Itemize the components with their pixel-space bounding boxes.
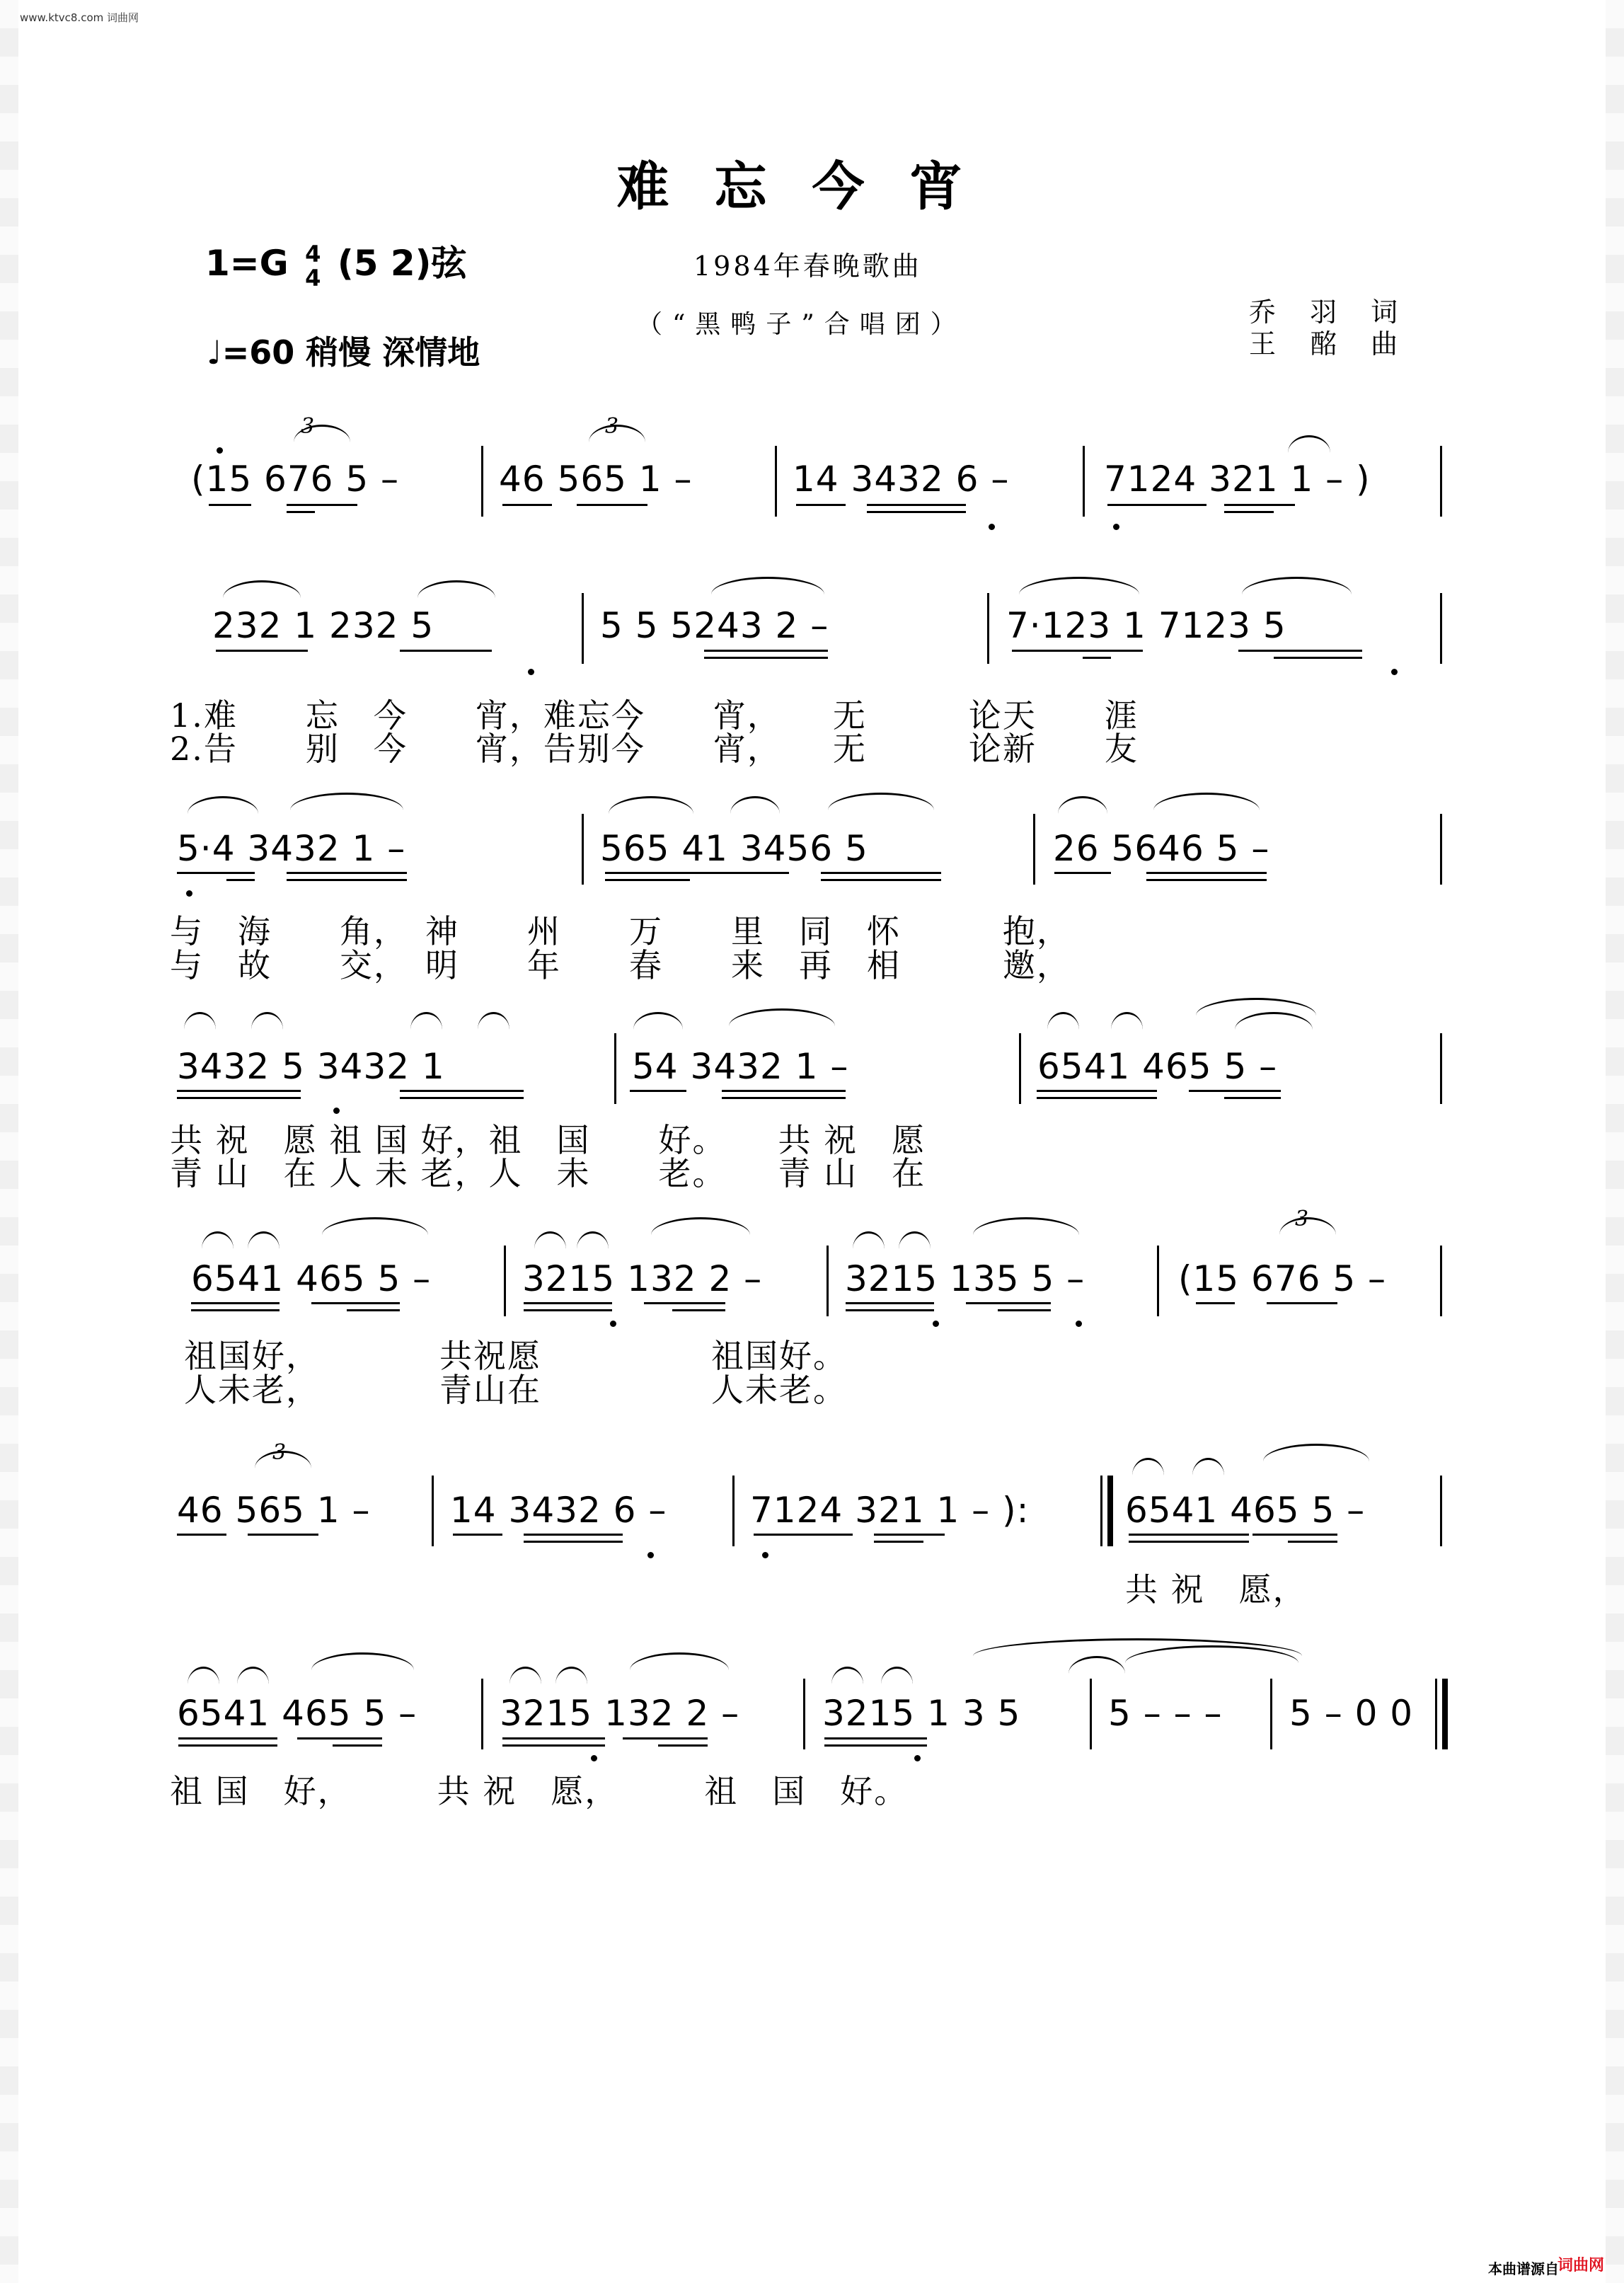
measure: 14 3432 6 –	[450, 1490, 667, 1531]
underline-beam	[297, 1737, 382, 1739]
triplet-bracket	[1279, 1217, 1336, 1235]
underline-beam	[874, 1541, 923, 1543]
bar-line	[432, 1476, 434, 1546]
bar-line	[987, 593, 989, 664]
underline-beam	[672, 1309, 725, 1311]
measure: 46 565 1 –	[177, 1490, 371, 1531]
underline-beam	[1238, 650, 1362, 652]
bar-line	[803, 1679, 805, 1749]
underline-beam	[998, 1309, 1051, 1311]
song-title: 难忘今宵	[616, 156, 1008, 217]
bar-line	[481, 1679, 483, 1749]
bar-line	[1033, 814, 1035, 885]
underline-beam	[1196, 1302, 1235, 1304]
tie-slur	[322, 1217, 428, 1235]
slur	[509, 1667, 541, 1684]
underline-beam	[1146, 879, 1267, 881]
underline-beam	[1189, 1090, 1281, 1092]
slur	[1192, 1458, 1224, 1476]
underline-beam	[177, 1534, 226, 1536]
underline-beam	[502, 504, 552, 506]
bar-line	[732, 1476, 735, 1546]
measure: 5 5 5243 2 –	[600, 605, 829, 646]
bar-line	[614, 1033, 616, 1104]
underline-beam	[524, 1302, 612, 1304]
slur	[534, 1231, 566, 1249]
underline-beam	[400, 1090, 524, 1092]
lyric-verse-1: 与 海 角， 神 州 万 里 同 怀 抱，	[170, 912, 1071, 950]
underline-beam	[1224, 1097, 1281, 1099]
intro-note: (5 2)弦	[337, 243, 467, 284]
underline-beam	[524, 1541, 623, 1543]
underline-beam	[1054, 872, 1111, 874]
slur	[633, 1012, 683, 1030]
underline-beam	[623, 1737, 708, 1739]
measure: 3215 132 2 –	[500, 1693, 740, 1734]
bar-line	[1083, 446, 1085, 517]
underline-beam	[796, 504, 846, 506]
measure: 7124 321 1 – )	[1104, 459, 1371, 500]
slur	[1047, 1012, 1079, 1030]
measure: 26 5646 5 –	[1053, 828, 1270, 869]
lyric-verse-2: 2.告 别 今 宵，告别今 宵， 无 论新 友	[170, 730, 1139, 768]
bar-line	[504, 1246, 506, 1316]
underline-beam	[722, 1090, 846, 1092]
octave-dot	[217, 447, 223, 454]
triplet-mark: 3	[1295, 1207, 1309, 1231]
footer-brand-logo: 词曲网	[1557, 2257, 1604, 2275]
lyric-verse-1: 祖 国 好， 共 祝 愿， 祖 国 好。	[170, 1772, 909, 1810]
bar-line	[1157, 1246, 1159, 1316]
underline-beam	[524, 1309, 612, 1311]
slur	[1153, 793, 1260, 810]
tie-slur	[973, 1217, 1079, 1235]
measure: 5 – – –	[1108, 1693, 1223, 1734]
lyric-verse-1: 共 祝 愿 祖 国 好，祖 国 好。 共 祝 愿	[170, 1121, 926, 1159]
bar-line	[582, 593, 584, 664]
underline-beam	[1012, 650, 1143, 652]
underline-beam	[287, 872, 407, 874]
underline-beam	[177, 1097, 301, 1099]
underline-beam	[630, 1090, 686, 1092]
slur	[251, 1012, 283, 1030]
bar-line	[1270, 1679, 1272, 1749]
tie-slur	[1263, 1444, 1369, 1461]
underline-beam	[209, 504, 251, 506]
octave-dot	[591, 1755, 597, 1761]
lyric-verse-2: 人未老， 青山在 人未老。	[184, 1371, 847, 1409]
tie-slur	[630, 1652, 729, 1670]
measure: 6541 465 5 –	[1125, 1490, 1366, 1531]
octave-dot	[1076, 1321, 1082, 1327]
underline-beam	[824, 1744, 927, 1747]
underline-beam	[216, 650, 308, 652]
site-watermark: www.ktvc8.com 词曲网	[20, 11, 139, 24]
underline-beam	[867, 511, 966, 513]
octave-dot	[1391, 669, 1398, 675]
octave-dot	[933, 1321, 939, 1327]
tie-slur	[651, 1217, 750, 1235]
bar-line	[1440, 593, 1442, 664]
slur	[730, 796, 780, 814]
underline-beam	[1129, 1534, 1249, 1536]
bar-line	[827, 1246, 829, 1316]
underline-beam	[311, 1302, 400, 1304]
underline-beam	[1107, 504, 1207, 506]
underline-beam	[704, 650, 828, 652]
measure: 46 565 1 –	[499, 459, 693, 500]
underline-beam	[1288, 1541, 1337, 1543]
tie-slur	[1069, 1656, 1125, 1674]
slur	[831, 1667, 863, 1684]
underline-beam	[605, 872, 789, 874]
slur	[555, 1667, 587, 1684]
slur	[478, 1012, 509, 1030]
underline-beam	[1274, 657, 1362, 659]
underline-beam	[287, 879, 407, 881]
tie-slur	[1196, 998, 1316, 1016]
composer-credit: 王 酩 曲	[1249, 328, 1411, 360]
underline-beam	[704, 657, 828, 659]
bar-line	[1440, 1476, 1442, 1546]
time-signature: 4 4	[305, 240, 321, 292]
underline-beam	[658, 1744, 708, 1747]
performer: （“黑鸭子”合唱团）	[637, 310, 966, 339]
underline-beam	[1224, 511, 1274, 513]
underline-beam	[248, 1534, 318, 1536]
underline-beam	[226, 879, 255, 881]
underline-beam	[287, 504, 357, 506]
slur	[188, 1667, 219, 1684]
slur	[417, 580, 495, 598]
measure: 7124 321 1 – ):	[750, 1490, 1030, 1531]
measure: 3215 1 3 5	[822, 1693, 1021, 1734]
underline-beam	[821, 879, 941, 881]
measure: 54 3432 1 –	[632, 1046, 849, 1087]
octave-dot	[1113, 524, 1119, 530]
bar-line	[1440, 1033, 1442, 1104]
measure: 6541 465 5 –	[1037, 1046, 1278, 1087]
lyric-verse-2: 与 故 交， 明 年 春 来 再 相 邀，	[170, 946, 1071, 984]
final-bar-line	[1435, 1679, 1437, 1749]
underline-beam	[577, 504, 647, 506]
measure: 7·123 1 7123 5	[1006, 605, 1286, 646]
slur	[881, 1667, 913, 1684]
bar-line	[1090, 1679, 1092, 1749]
underline-beam	[502, 1744, 605, 1747]
underline-beam	[605, 879, 690, 881]
underline-beam	[1037, 1097, 1157, 1099]
octave-dot	[186, 890, 192, 897]
slur	[1058, 796, 1107, 814]
underline-beam	[347, 1309, 400, 1311]
octave-dot	[914, 1755, 921, 1761]
lyricist-credit: 乔 羽 词	[1249, 297, 1411, 328]
underline-beam	[333, 1744, 382, 1747]
bar-line	[1440, 446, 1442, 517]
bar-line	[582, 814, 584, 885]
slur	[237, 1667, 269, 1684]
underline-beam	[1224, 504, 1295, 506]
repeat-bar-line	[1107, 1476, 1113, 1546]
measure: 6541 465 5 –	[177, 1693, 417, 1734]
bar-line	[1440, 1246, 1442, 1316]
measure: 14 3432 6 –	[793, 459, 1010, 500]
slur	[1132, 1458, 1164, 1476]
measure: (15 676 5 –	[191, 459, 400, 500]
slur	[853, 1231, 885, 1249]
underline-beam	[821, 872, 941, 874]
measure: 5 – 0 0	[1289, 1693, 1414, 1734]
lyric-verse-1: 1.难 忘 今 宵，难忘今 宵， 无 论天 涯	[170, 696, 1139, 735]
slur	[577, 1231, 609, 1249]
underline-beam	[178, 1737, 277, 1739]
octave-dot	[333, 1108, 340, 1114]
tempo-marking: ♩=60 稍慢 深情地	[207, 333, 480, 372]
underline-beam	[1267, 1302, 1337, 1304]
underline-beam	[177, 1090, 301, 1092]
underline-beam	[722, 1097, 846, 1099]
underline-beam	[287, 511, 315, 513]
tie-slur	[1288, 435, 1330, 453]
octave-dot	[610, 1321, 616, 1327]
slur	[1019, 577, 1139, 594]
measure: 232 1 232 5	[212, 605, 434, 646]
footer-source-text: 本曲谱源自	[1488, 2260, 1559, 2277]
triplet-mark: 3	[301, 414, 315, 439]
octave-dot	[762, 1552, 768, 1558]
slur	[609, 796, 693, 814]
underline-beam	[524, 1534, 623, 1536]
underline-beam	[867, 504, 966, 506]
final-bar-line	[1442, 1679, 1448, 1749]
measure: 3215 135 5 –	[845, 1258, 1085, 1299]
triplet-mark: 3	[605, 414, 619, 439]
underline-beam	[644, 1302, 725, 1304]
subtitle: 1984年春晚歌曲	[693, 251, 922, 282]
underline-beam	[1129, 1541, 1249, 1543]
measure: (15 676 5 –	[1178, 1258, 1387, 1299]
underline-beam	[1252, 1534, 1337, 1536]
underline-beam	[846, 1302, 934, 1304]
measure: 3215 132 2 –	[522, 1258, 763, 1299]
underline-beam	[874, 1534, 945, 1536]
underline-beam	[1083, 657, 1111, 659]
triplet-bracket	[255, 1451, 311, 1468]
slur	[290, 793, 403, 810]
key-signature-block	[205, 235, 467, 290]
underline-beam	[1037, 1090, 1157, 1092]
bar-line	[1440, 814, 1442, 885]
tie-slur	[311, 1652, 414, 1670]
underline-beam	[824, 1737, 927, 1739]
measure: 5·4 3432 1 –	[177, 828, 406, 869]
measure: 6541 465 5 –	[191, 1258, 432, 1299]
slur	[248, 1231, 280, 1249]
measure: 565 41 3456 5	[600, 828, 868, 869]
underline-beam	[400, 1097, 524, 1099]
slur	[899, 1231, 931, 1249]
slur	[711, 577, 824, 594]
slur	[410, 1012, 442, 1030]
underline-beam	[754, 1534, 853, 1536]
lyric-verse-1: 共 祝 愿，	[1125, 1570, 1307, 1609]
triplet-bracket	[589, 425, 645, 442]
underline-beam	[846, 1309, 934, 1311]
underline-beam	[191, 1309, 280, 1311]
lyric-verse-2: 青 山 在 人 未 老，人 未 老。 青 山 在	[170, 1154, 926, 1192]
slur	[1242, 577, 1352, 594]
bar-line	[1019, 1033, 1021, 1104]
key-signature: 1=G	[205, 243, 289, 284]
slur	[223, 580, 301, 598]
triplet-mark: 3	[272, 1440, 287, 1465]
bar-line	[775, 446, 777, 517]
underline-beam	[502, 1737, 605, 1739]
slur	[202, 1231, 234, 1249]
bar-line	[481, 446, 483, 517]
left-margin-strip	[0, 0, 18, 2283]
octave-dot	[647, 1552, 654, 1558]
slur	[184, 1012, 216, 1030]
slur	[828, 793, 934, 810]
octave-dot	[989, 524, 995, 530]
measure: 3432 5 3432 1	[177, 1046, 445, 1087]
underline-beam	[178, 1744, 277, 1747]
lyric-verse-1: 祖国好， 共祝愿 祖国好。	[184, 1337, 847, 1375]
underline-beam	[191, 1302, 280, 1304]
octave-dot	[528, 669, 534, 675]
slur	[729, 1008, 835, 1026]
repeat-bar-line	[1100, 1476, 1102, 1546]
right-margin-strip	[1606, 0, 1624, 2283]
underline-beam	[966, 1302, 1051, 1304]
underline-beam	[400, 650, 492, 652]
slur	[1111, 1012, 1143, 1030]
underline-beam	[453, 1534, 502, 1536]
slur	[188, 796, 258, 814]
underline-beam	[1146, 872, 1267, 874]
underline-beam	[177, 872, 255, 874]
